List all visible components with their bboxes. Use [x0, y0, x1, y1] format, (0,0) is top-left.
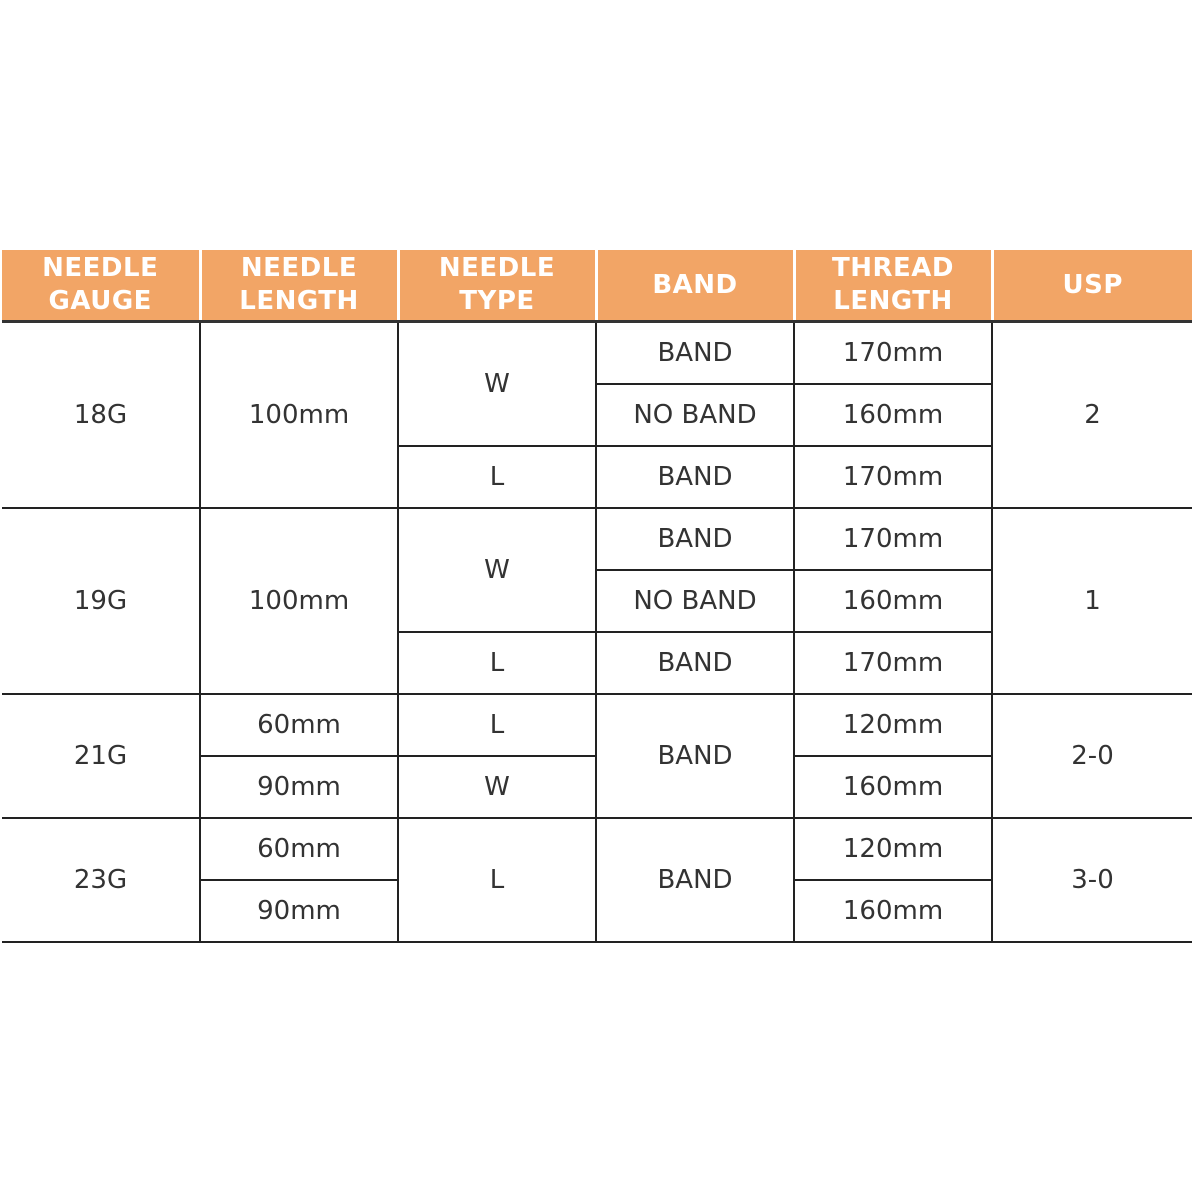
header-needle-type — [398, 250, 596, 322]
cell-needle-length: 90mm — [200, 756, 398, 818]
cell-needle-length: 100mm — [200, 322, 398, 509]
header-usp — [992, 250, 1192, 322]
cell-thread-length: 170mm — [794, 322, 992, 385]
header-band-label: BAND — [652, 269, 738, 300]
cell-thread-length: 160mm — [794, 384, 992, 446]
cell-usp: 2-0 — [992, 694, 1192, 818]
header-needle-type-line1: NEEDLE — [438, 253, 556, 283]
cell-gauge: 21G — [2, 694, 200, 818]
cell-band: BAND — [596, 322, 794, 385]
cell-thread-length: 170mm — [794, 508, 992, 570]
cell-needle-length: 90mm — [200, 880, 398, 942]
cell-gauge: 18G — [2, 322, 200, 509]
table-row — [2, 508, 1192, 570]
cell-thread-length: 170mm — [794, 632, 992, 694]
cell-band: BAND — [596, 632, 794, 694]
header-needle-type-line2: TYPE — [459, 286, 535, 316]
cell-gauge: 19G — [2, 508, 200, 694]
cell-needle-type: W — [398, 322, 596, 447]
cell-needle-type: L — [398, 818, 596, 942]
header-needle-length-line2: LENGTH — [239, 286, 359, 316]
cell-usp: 1 — [992, 508, 1192, 694]
cell-needle-length: 100mm — [200, 508, 398, 694]
header-needle-length-line1: NEEDLE — [240, 253, 358, 283]
cell-thread-length: 120mm — [794, 694, 992, 756]
cell-needle-length: 60mm — [200, 694, 398, 756]
header-thread-length-line2: LENGTH — [833, 286, 953, 316]
header-needle-gauge-line2: GAUGE — [48, 286, 152, 316]
cell-needle-length: 60mm — [200, 818, 398, 880]
cell-needle-type: L — [398, 694, 596, 756]
cell-gauge: 23G — [2, 818, 200, 942]
cell-band: NO BAND — [596, 570, 794, 632]
header-band — [596, 250, 794, 322]
table-row — [2, 322, 1192, 385]
table-row — [2, 818, 1192, 880]
header-usp-label: USP — [1062, 269, 1123, 300]
cell-thread-length: 120mm — [794, 818, 992, 880]
header-needle-length — [200, 250, 398, 322]
header-thread-length — [794, 250, 992, 322]
cell-needle-type: L — [398, 632, 596, 694]
header-needle-gauge — [2, 250, 200, 322]
header-needle-gauge-line1: NEEDLE — [42, 253, 159, 283]
cell-thread-length: 160mm — [794, 880, 992, 942]
cell-thread-length: 170mm — [794, 446, 992, 508]
cell-band: BAND — [596, 818, 794, 942]
cell-usp: 2 — [992, 322, 1192, 509]
header-row — [2, 250, 1192, 322]
cell-thread-length: 160mm — [794, 756, 992, 818]
cell-needle-type: L — [398, 446, 596, 508]
cell-band: BAND — [596, 694, 794, 818]
cell-band: BAND — [596, 446, 794, 508]
cell-band: BAND — [596, 508, 794, 570]
cell-band: NO BAND — [596, 384, 794, 446]
cell-needle-type: W — [398, 508, 596, 632]
cell-thread-length: 160mm — [794, 570, 992, 632]
header-thread-length-line1: THREAD — [832, 253, 954, 283]
needle-spec-table — [2, 250, 1192, 943]
cell-needle-type: W — [398, 756, 596, 818]
cell-usp: 3-0 — [992, 818, 1192, 942]
table-row — [2, 694, 1192, 756]
